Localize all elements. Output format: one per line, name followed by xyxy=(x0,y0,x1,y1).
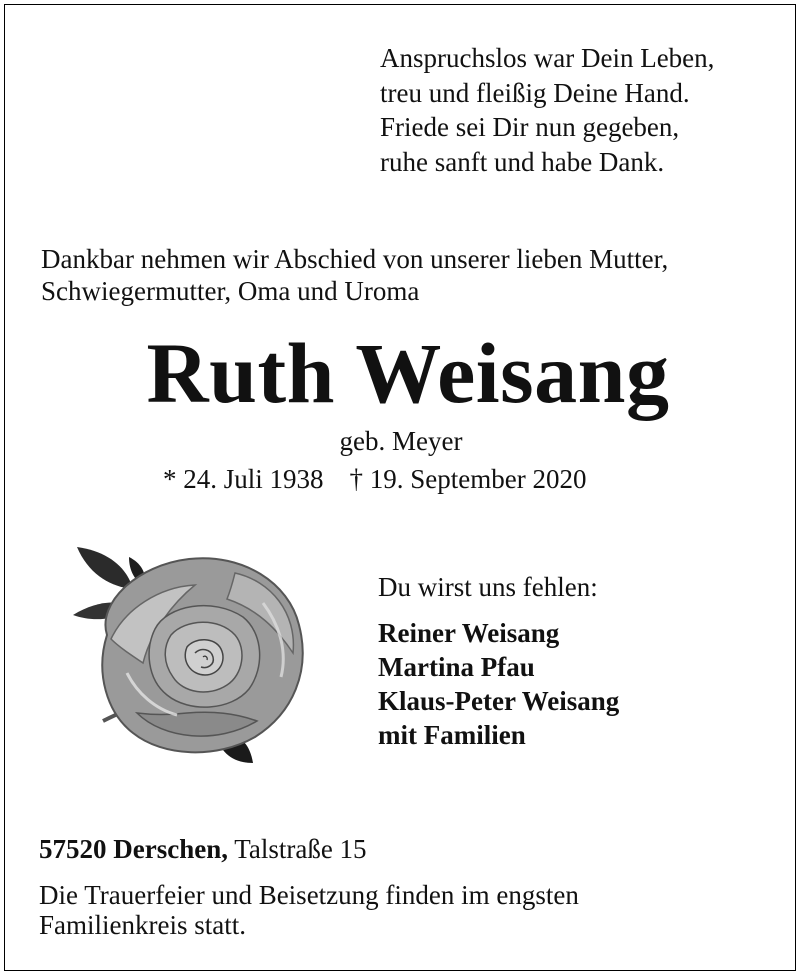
family-member: Reiner Weisang xyxy=(378,618,560,648)
birth-date: * 24. Juli 1938 xyxy=(163,464,324,494)
intro-text xyxy=(41,243,668,307)
poem-line: Friede sei Dir nun gegeben, xyxy=(380,112,680,142)
intro-line: Dankbar nehmen wir Abschied von unserer lieben Mutter, xyxy=(41,244,669,274)
family-member: mit Familien xyxy=(378,720,526,750)
family-section xyxy=(378,570,619,752)
intro-line: Schwiegermutter, Oma und Uroma xyxy=(41,276,420,306)
address xyxy=(39,833,367,865)
obituary-notice xyxy=(4,4,796,971)
death-date: † 19. September 2020 xyxy=(349,464,587,494)
poem xyxy=(380,41,714,179)
family-member: Martina Pfau xyxy=(378,652,535,682)
notice-line: Die Trauerfeier und Beisetzung finden im engsten xyxy=(39,880,579,910)
rose-leaf xyxy=(77,547,133,589)
poem-line: ruhe sanft und habe Dank. xyxy=(380,146,665,177)
family-heading: Du wirst uns fehlen: xyxy=(378,572,598,602)
deceased-name: Ruth Weisang xyxy=(146,325,670,421)
poem-line: Anspruchslos war Dein Leben, xyxy=(380,43,715,73)
notice-line: Familienkreis statt. xyxy=(39,910,246,940)
funeral-notice xyxy=(39,880,579,940)
poem-line: treu und fleißig Deine Hand. xyxy=(380,77,690,108)
rose-image xyxy=(67,543,321,769)
address-city: 57520 Derschen, xyxy=(39,834,228,864)
birth-name: geb. Meyer xyxy=(339,426,463,456)
rose-center xyxy=(185,640,223,675)
family-member: Klaus-Peter Weisang xyxy=(378,686,620,716)
life-dates xyxy=(163,463,586,495)
address-street: Talstraße 15 xyxy=(234,834,367,864)
